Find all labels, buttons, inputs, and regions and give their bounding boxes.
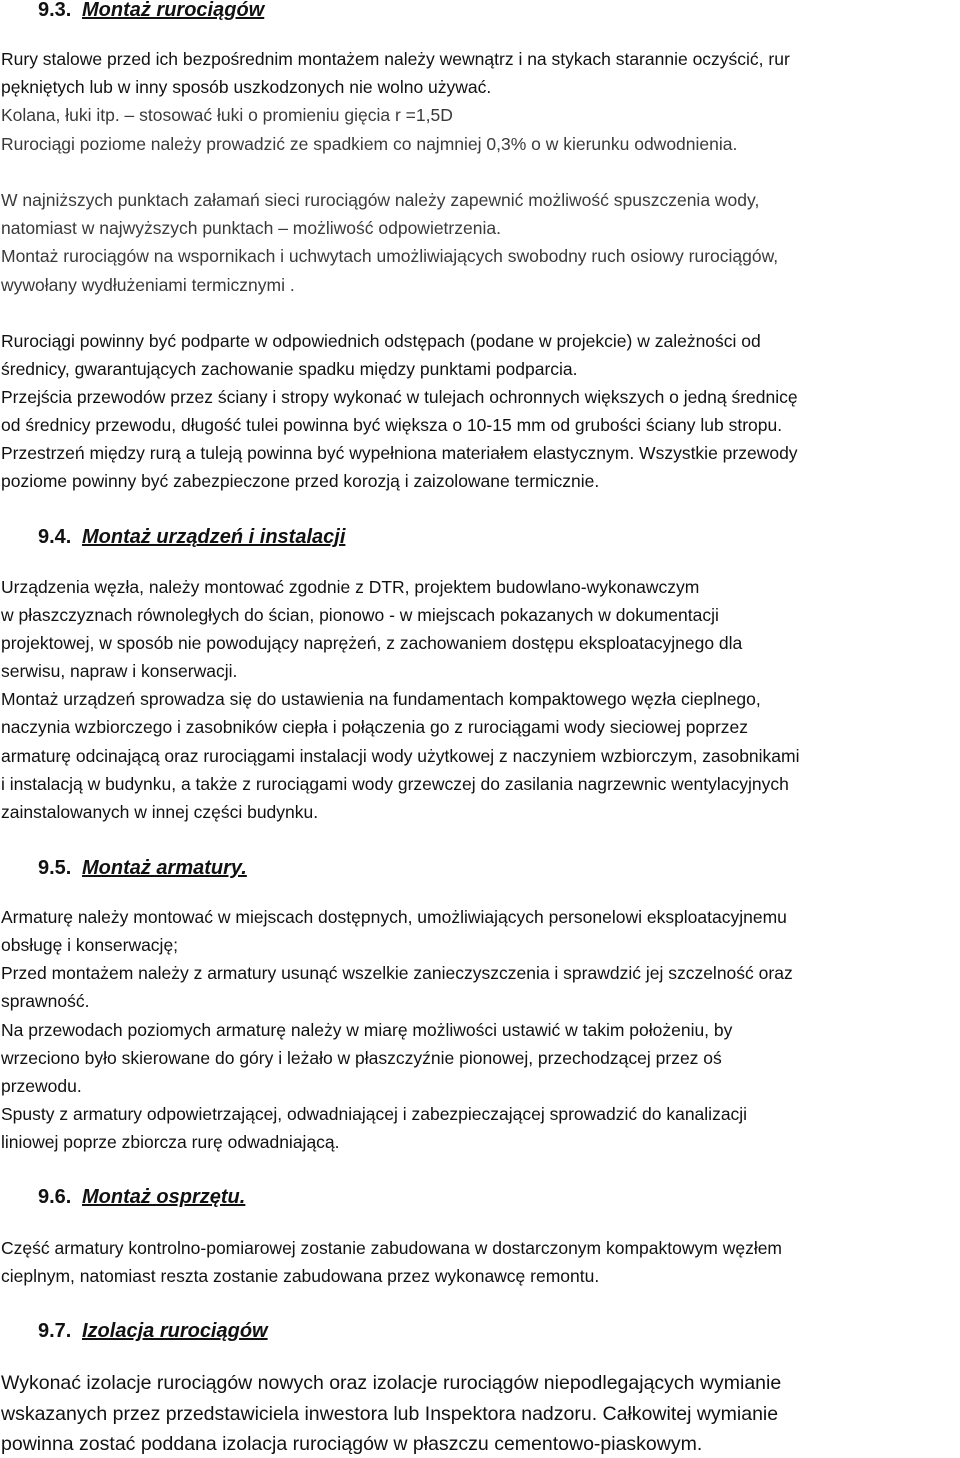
paragraph-line: wrzeciono było skierowane do góry i leżało w płaszczyźnie pionowej, przechodzącej przez oś [1,1048,722,1068]
paragraph-line: powinna zostać poddana izolacja rurociągów w płaszczu cementowo-piaskowym. [1,1433,703,1455]
paragraph-line: poziome powinny być zabezpieczone przed korozją i zaizolowane termicznie. [1,471,600,491]
paragraph-line: i instalacją w budynku, a także z rurociągami wody grzewczej do zasilania nagrzewnic wentylacyjnych [1,774,789,794]
paragraph-line: pękniętych lub w inny sposób uszkodzonych nie wolno używać. [1,77,492,97]
paragraph-line: Spusty z armatury odpowietrzającej, odwadniającej i zabezpieczającej sprowadzić do kanalizacji [1,1104,748,1124]
paragraph-line: liniowej poprze zbiorcza rurę odwadniającą. [1,1132,340,1152]
paragraph-line: Wykonać izolacje rurociągów nowych oraz izolacje rurociągów niepodlegających wymianie [1,1372,782,1394]
paragraph-line: Montaż urządzeń sprowadza się do ustawienia na fundamentach kompaktowego węzła cieplnego, [1,689,761,709]
paragraph-line: od średnicy przewodu, długość tulei powinna być większa o 10-15 mm od grubości ściany lub stropu. [1,415,783,435]
paragraph-line: średnicy, gwarantujących zachowanie spadku między punktami podparcia. [1,359,578,379]
paragraph-line: Na przewodach poziomych armaturę należy w miarę możliwości ustawić w takim położeniu, by [1,1020,733,1040]
paragraph-line: cieplnym, natomiast reszta zostanie zabudowana przez wykonawcę remontu. [1,1266,600,1286]
paragraph-line: obsługę i konserwację; [1,935,179,955]
paragraph-line: armaturę odcinającą oraz rurociągami instalacji wody użytkowej z naczyniem wzbiorczym, zasobnikami [1,746,800,766]
paragraph-line: przewodu. [1,1076,82,1096]
paragraph-line: Armaturę należy montować w miejscach dostępnych, umożliwiających personelowi eksploatacyjnemu [1,907,787,927]
paragraph-line: projektowej, w sposób nie powodujący naprężeń, z zachowaniem dostępu eksploatacyjnego dla [1,633,743,653]
section-title: Izolacja rurociągów [82,1320,268,1342]
section-title: Montaż armatury. [82,857,247,879]
section-heading-9-7 [38,1318,268,1344]
paragraph-line: Urządzenia węzła, należy montować zgodnie z DTR, projektem budowlano-wykonawczym [1,577,700,597]
paragraph-line: wskazanych przez przedstawiciela inwestora lub Inspektora nadzoru. Całkowitej wymianie [1,1403,779,1425]
section-number: 9.3. [38,0,72,21]
section-number: 9.6. [38,1186,72,1208]
paragraph-line: Przestrzeń między rurą a tuleją powinna być wypełniona materiałem elastycznym. Wszystkie przewody [1,443,798,463]
paragraph-line: zainstalowanych w innej części budynku. [1,802,319,822]
section-number: 9.4. [38,526,72,548]
section-heading-9-5 [38,855,247,881]
paragraph-line: Część armatury kontrolno-pomiarowej zostanie zabudowana w dostarczonym kompaktowym węzłem [1,1238,783,1258]
section-heading-9-6 [38,1184,245,1210]
paragraph-line: W najniższych punktach załamań sieci rurociągów należy zapewnić możliwość spuszczenia wody, [1,190,760,210]
section-heading-9-4 [38,524,345,550]
section-title: Montaż rurociągów [82,0,265,21]
paragraph-line: Rurociągi powinny być podparte w odpowiednich odstępach (podane w projekcie) w zależności od [1,331,761,351]
section-heading-9-3 [38,0,264,23]
section-number: 9.5. [38,857,72,879]
paragraph-line: w płaszczyznach równoległych do ścian, pionowo - w miejscach pokazanych w dokumentacji [1,605,719,625]
paragraph-line: Kolana, łuki itp. – stosować łuki o promieniu gięcia r =1,5D [1,105,453,125]
paragraph-line: naczynia wzbiorczego i zasobników ciepła i połączenia go z rurociągami wody sieciowej poprzez [1,717,749,737]
section-title: Montaż osprzętu. [82,1186,246,1208]
paragraph-line: serwisu, napraw i konserwacji. [1,661,238,681]
paragraph-line: Rury stalowe przed ich bezpośrednim montażem należy wewnątrz i na stykach starannie oczyścić, rur [1,49,790,69]
paragraph-line: wywołany wydłużeniami termicznymi . [1,275,295,295]
section-title: Montaż urządzeń i instalacji [82,526,346,548]
paragraph-line: natomiast w najwyższych punktach – możliwość odpowietrzenia. [1,218,501,238]
section-number: 9.7. [38,1320,72,1342]
paragraph-line: Przejścia przewodów przez ściany i stropy wykonać w tulejach ochronnych większych o jedną średnicę [1,387,798,407]
paragraph-line: Rurociągi poziome należy prowadzić ze spadkiem co najmniej 0,3% o w kierunku odwodnienia. [1,134,738,154]
paragraph-line: sprawność. [1,991,90,1011]
paragraph-line: Przed montażem należy z armatury usunąć wszelkie zanieczyszczenia i sprawdzić jej szczelność oraz [1,963,793,983]
paragraph-line: Montaż rurociągów na wspornikach i uchwytach umożliwiających swobodny ruch osiowy rurociągów, [1,246,779,266]
